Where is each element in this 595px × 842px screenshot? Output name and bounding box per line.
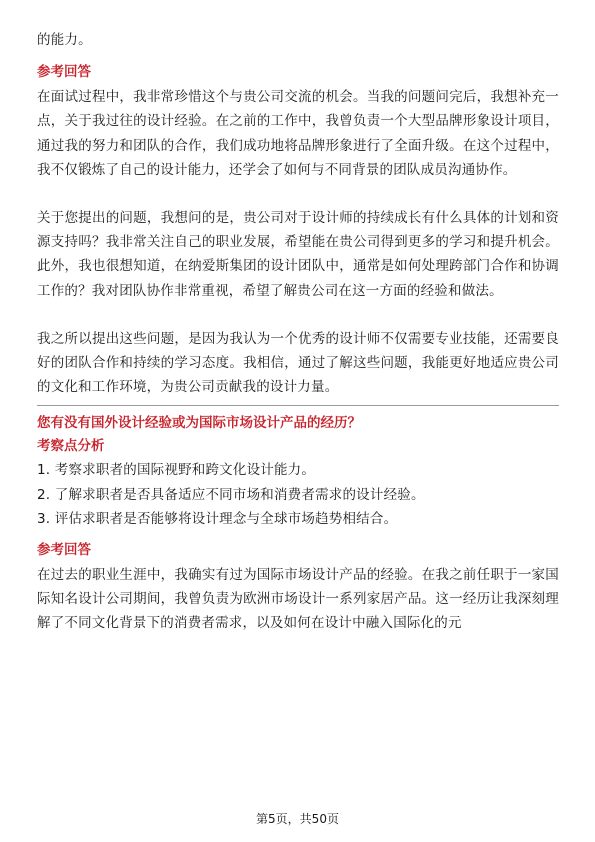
answer-paragraph-3: 我之所以提出这些问题，是因为我认为一个优秀的设计师不仅需要专业技能，还需要良好的团队合作和持续的学习态度。我相信，通过了解这些问题，我能更好地适应贵公司的文化和工作环境，为贵公司贡献我的设计力量。: [37, 330, 559, 396]
answer-paragraph-1: 在面试过程中，我非常珍惜这个与贵公司交流的机会。当我的问题问完后，我想补充一点，关于我过往的设计经验。在之前的工作中，我曾负责一个大型品牌形象设计项目，通过我的努力和团队的合作，我们成功地将品牌形象进行了全面升级。在这个过程中，我不仅锻炼了自己的设计能力，还学会了如何与不同背景的团队成员沟通协作。: [37, 89, 559, 178]
analysis-point: 2. 了解求职者是否具备适应不同市场和消费者需求的设计经验。: [37, 486, 425, 503]
analysis-heading: 考察点分析: [37, 438, 105, 455]
page-footer: [0, 810, 595, 827]
reference-answer-heading: 参考回答: [37, 64, 91, 81]
analysis-point: 1. 考察求职者的国际视野和跨文化设计能力。: [37, 462, 316, 479]
answer-paragraph-2: 关于您提出的问题，我想问的是，贵公司对于设计师的持续成长有什么具体的计划和资源支持吗？我非常关注自己的职业发展，希望能在贵公司得到更多的学习和提升机会。此外，我也很想知道，在纳爱斯集团的设计团队中，通常是如何处理跨部门合作和协调工作的？我对团队协作非常重视，希望了解贵公司在这一方面的经验和做法。: [37, 210, 559, 299]
analysis-point: 3. 评估求职者是否能够将设计理念与全球市场趋势相结合。: [37, 511, 398, 528]
page-content: [37, 28, 559, 636]
answer-paragraph-4: 在过去的职业生涯中，我确实有过为国际市场设计产品的经验。在我之前任职于一家国际知名设计公司期间，我曾负责为欧洲市场设计一系列家居产品。这一经历让我深刻理解了不同文化背景下的消费者需求，以及如何在设计中融入国际化的元: [37, 566, 559, 632]
page-indicator: 第5页，共50页: [256, 812, 339, 826]
analysis-list: [37, 458, 559, 532]
question-title: 您有没有国外设计经验或为国际市场设计产品的经历？: [37, 415, 361, 432]
continued-text: 的能力。: [37, 32, 92, 48]
reference-answer-heading-2: 参考回答: [37, 541, 91, 558]
